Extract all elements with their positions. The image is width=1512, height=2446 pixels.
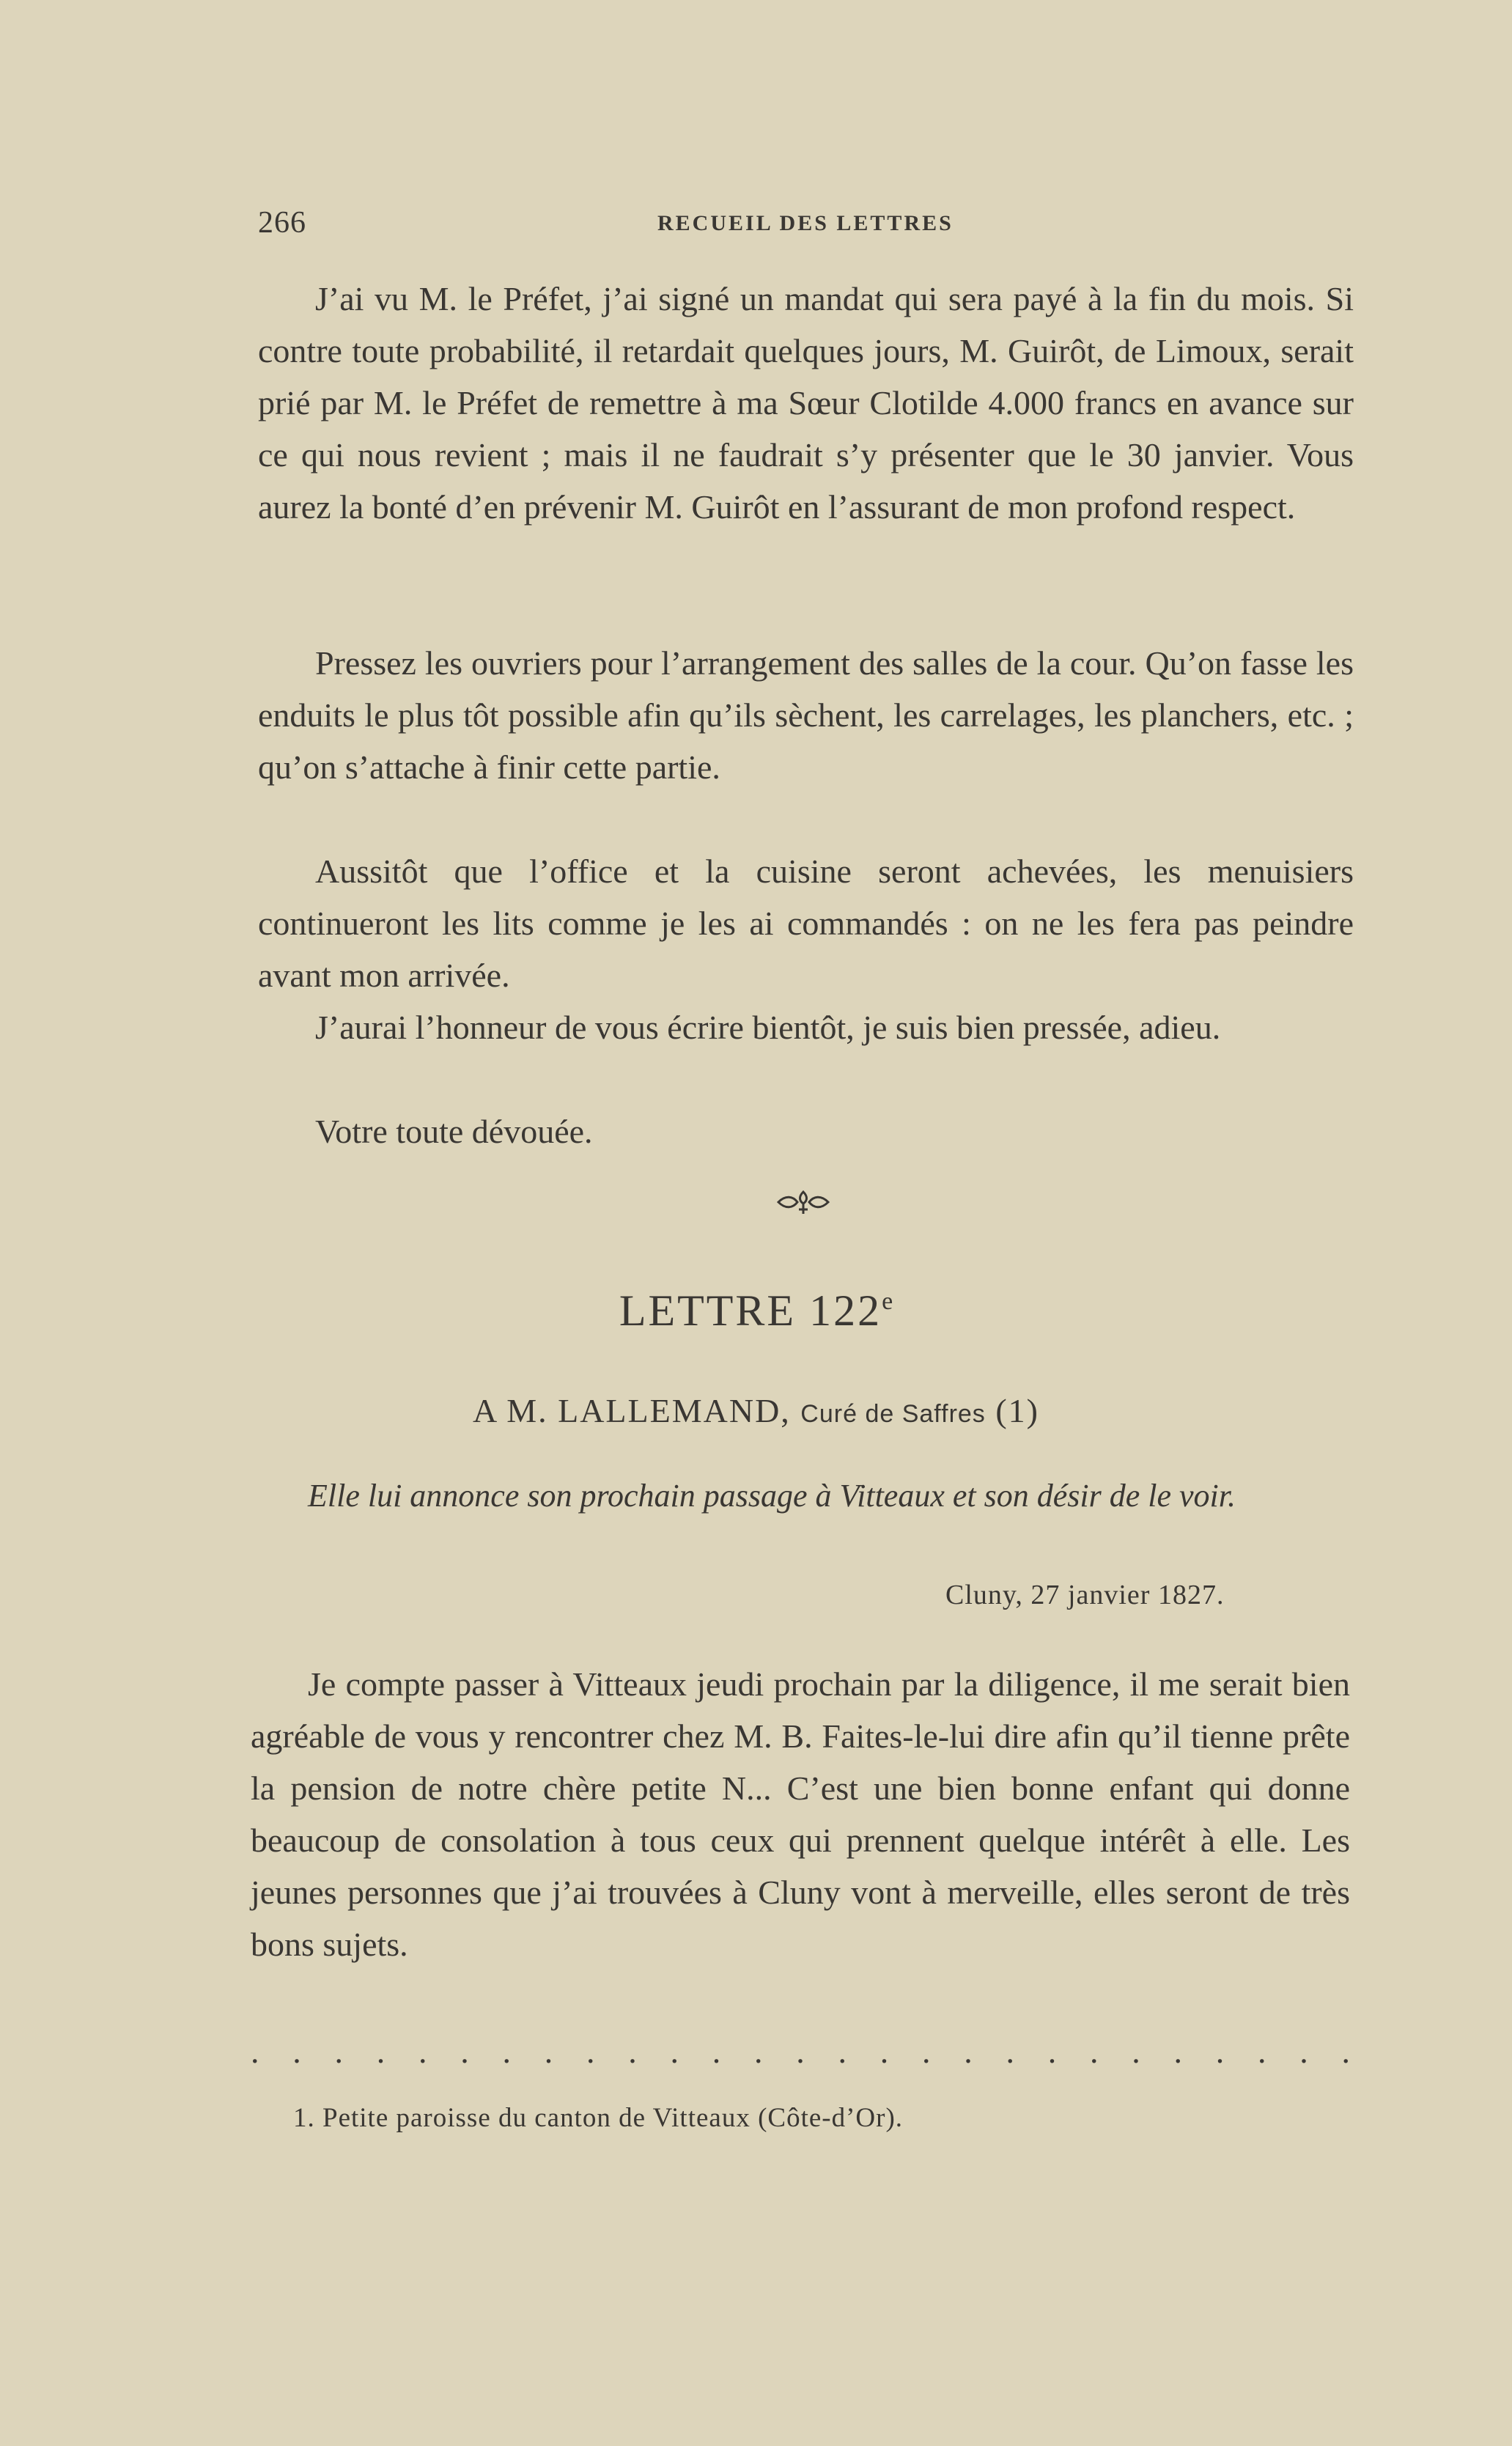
ellipsis-dot: . (418, 2033, 427, 2070)
ellipsis-dot: . (1090, 2033, 1099, 2070)
letter-summary: Elle lui annonce son prochain passage à Vitteaux et son désir de le voir. (308, 1478, 1236, 1514)
ellipsis-dot: . (586, 2033, 595, 2070)
fleuron-ornament-icon (775, 1187, 831, 1217)
letter-title-superscript: e (882, 1288, 893, 1315)
dateline: Cluny, 27 janvier 1827. (945, 1580, 1225, 1610)
ellipsis-dot: . (1299, 2033, 1308, 2070)
paragraph-menuisiers: Aussitôt que l’office et la cuisine seront achevées, les menuisiers continueront les lits comme je les ai commandés : on ne les fera pas peindre avant mon arrivée. (258, 852, 1354, 994)
ellipsis-dot: . (460, 2033, 469, 2070)
ellipsis-dot: . (1132, 2033, 1140, 2070)
ellipsis-dot: . (544, 2033, 553, 2070)
paragraph-ouvriers: Pressez les ouvriers pour l’arrangement des salles de la cour. Qu’on fasse les enduits le plus tôt possible afin qu’ils sèchent, les carrelages, les planchers, etc. ; qu’on s’attache à finir cette partie. (258, 644, 1354, 786)
page-number: 266 (258, 206, 306, 240)
paragraph-prefet: J’ai vu M. le Préfet, j’ai signé un mandat qui sera payé à la fin du mois. Si contre toute probabilité, il retardait quelques jours, M. Guirôt, de Limoux, serait prié par M. le Préfet de remettre à ma Sœur Clotilde 4.000 francs en avance sur ce qui nous revient ; mais il ne faudrait s’y présenter que le 30 janvier. Vous aurez la bonté d’en prévenir M. Guirôt en l’assurant de mon profond respect. (258, 280, 1354, 526)
addressee-role: Curé de Saffres (800, 1400, 986, 1428)
ellipsis-dot: . (628, 2033, 637, 2070)
ellipsis-dot: . (1258, 2033, 1266, 2070)
ellipsis-line (251, 2035, 1350, 2069)
ellipsis-dot: . (334, 2033, 343, 2070)
ellipsis-dot: . (1173, 2033, 1182, 2070)
ellipsis-dot: . (502, 2033, 511, 2070)
ellipsis-dot: . (879, 2033, 889, 2070)
ellipsis-dot: . (670, 2033, 679, 2070)
ellipsis-dot: . (251, 2033, 259, 2070)
ellipsis-dot: . (922, 2033, 931, 2070)
paragraph-adieu: J’aurai l’honneur de vous écrire bientôt, je suis bien pressée, adieu. (315, 1009, 1221, 1046)
addressee-name: A M. LALLEMAND, (473, 1392, 791, 1429)
ellipsis-dot: . (1341, 2033, 1350, 2070)
ellipsis-dot: . (1215, 2033, 1225, 2070)
letter-title (0, 1286, 1512, 1336)
letter-body: Je compte passer à Vitteaux jeudi prochain par la diligence, il me serait bien agréable de vous y rencontrer chez M. B. Faites-le-lui dire afin qu’il tienne prête la pension de notre chère petite N... C’est une bien bonne enfant qui donne beaucoup de consolation à tous ceux qui prennent quelque intérêt à elle. Les jeunes personnes que j’ai trouvées à Cluny vont à merveille, elles seront de très bons sujets. (251, 1665, 1350, 1963)
footnote-reference: (1) (995, 1392, 1039, 1429)
running-header: RECUEIL DES LETTRES (657, 211, 954, 235)
footnote: 1. Petite paroisse du canton de Vitteaux (Côte-d’Or). (293, 2103, 904, 2133)
ellipsis-dot: . (964, 2033, 973, 2070)
signoff: Votre toute dévouée. (315, 1113, 593, 1150)
ellipsis-dot: . (1047, 2033, 1057, 2070)
ellipsis-dot: . (712, 2033, 721, 2070)
ellipsis-dot: . (838, 2033, 847, 2070)
ellipsis-dot: . (376, 2033, 386, 2070)
addressee-line (0, 1391, 1512, 1430)
ellipsis-dot: . (292, 2033, 301, 2070)
ellipsis-dot: . (796, 2033, 805, 2070)
ellipsis-dot: . (1006, 2033, 1014, 2070)
ellipsis-dot: . (754, 2033, 763, 2070)
letter-title-text: LETTRE 122 (619, 1286, 882, 1335)
